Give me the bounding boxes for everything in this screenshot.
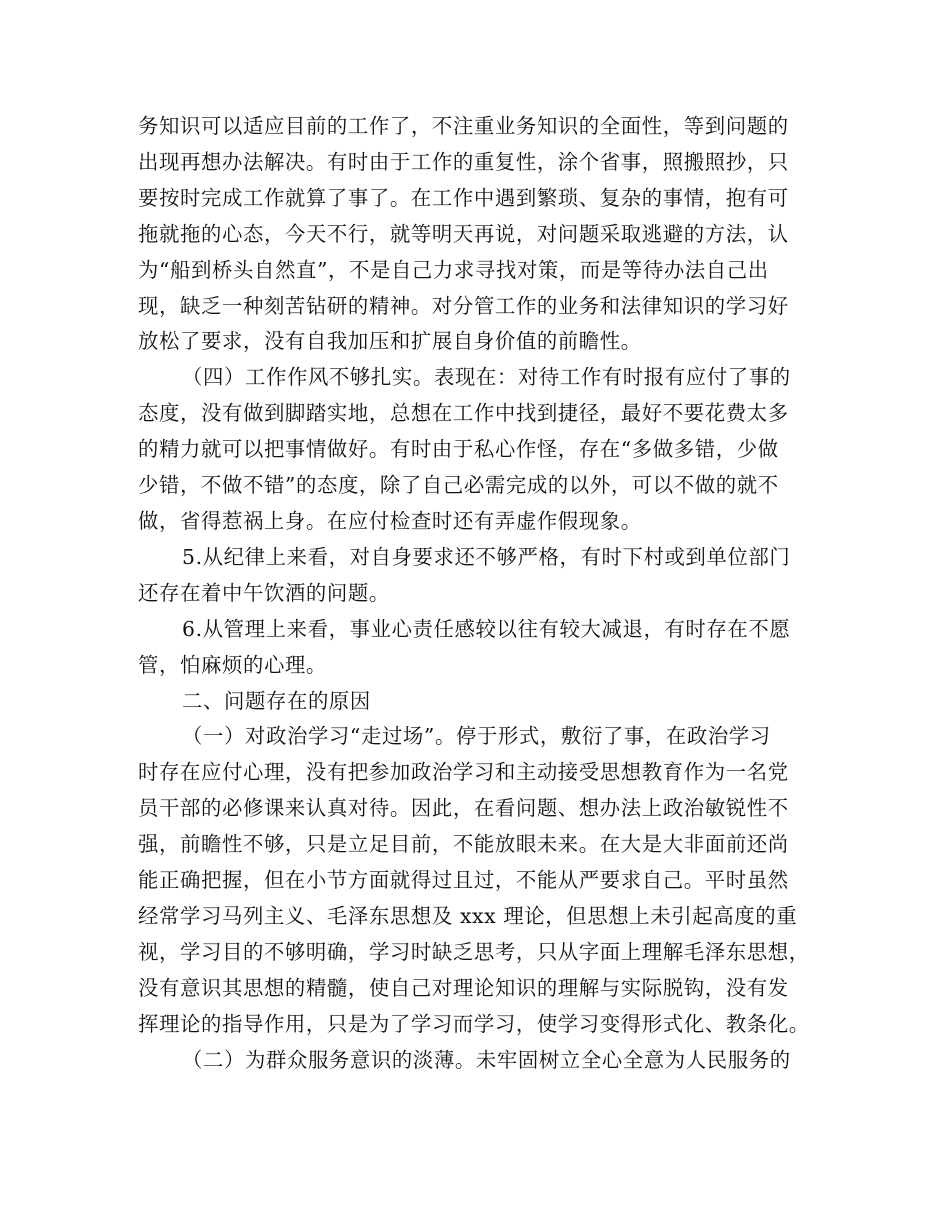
text-line: 要按时完成工作就算了事了。在工作中遇到繁琐、复杂的事情，抱有可: [138, 185, 789, 210]
text-line: 挥理论的指导作用，只是为了学习而学习，使学习变得形式化、教条化。: [138, 1011, 810, 1036]
text-line: 还存在着中午饮酒的问题。: [138, 580, 390, 605]
text-line: 出现再想办法解决。有时由于工作的重复性，涂个省事，照搬照抄，只: [138, 149, 789, 174]
text-line: （二）为群众服务意识的淡薄。未牢固树立全心全意为人民服务的: [182, 1047, 791, 1072]
text-line: 经常学习马列主义、毛泽东思想及 xxx 理论，但思想上未引起高度的重: [138, 903, 798, 928]
text-line: 视，学习目的不够明确，学习时缺乏思考，只从字面上理解毛泽东思想，: [138, 939, 810, 964]
text-line: 5.从纪律上来看，对自身要求还不够严格，有时下村或到单位部门: [182, 544, 791, 569]
text-line: 能正确把握，但在小节方面就得过且过，不能从严要求自己。平时虽然: [138, 868, 789, 893]
text-line: 强，前瞻性不够，只是立足目前，不能放眼未来。在大是大非面前还尚: [138, 832, 789, 857]
text-line: 的精力就可以把事情做好。有时由于私心作怪，存在“多做多错，少做: [138, 437, 779, 462]
text-line: 二、问题存在的原因: [182, 688, 371, 713]
text-line: （四）工作作风不够扎实。表现在：对待工作有时报有应付了事的: [182, 365, 791, 390]
text-line: 为“船到桥头自然直”，不是自己力求寻找对策，而是等待办法自己出: [138, 257, 769, 282]
text-line: 管，怕麻烦的心理。: [138, 652, 327, 677]
text-line: 6.从管理上来看，事业心责任感较以往有较大减退，有时存在不愿: [182, 616, 791, 641]
text-line: （一）对政治学习“走过场”。停于形式，敷衍了事，在政治学习: [182, 724, 771, 749]
document-body: [138, 109, 818, 1078]
text-line: 务知识可以适应目前的工作了，不注重业务知识的全面性，等到问题的: [138, 114, 789, 138]
text-line: 态度，没有做到脚踏实地，总想在工作中找到捷径，最好不要花费太多: [138, 401, 789, 426]
text-line: 放松了要求，没有自我加压和扩展自身价值的前瞻性。: [138, 329, 642, 354]
text-line: 员干部的必修课来认真对待。因此，在看问题、想办法上政治敏锐性不: [138, 796, 789, 821]
text-line: 现，缺乏一种刻苦钻研的精神。对分管工作的业务和法律知识的学习好: [138, 293, 789, 318]
text-line: 时存在应付心理，没有把参加政治学习和主动接受思想教育作为一名党: [138, 760, 789, 785]
text-line: 少错，不做不错”的态度，除了自己必需完成的以外，可以不做的就不: [138, 473, 779, 498]
text-line: 没有意识其思想的精髓，使自己对理论知识的理解与实际脱钩，没有发: [138, 975, 789, 1000]
text-line: 拖就拖的心态，今天不行，就等明天再说，对问题采取逃避的方法，认: [138, 221, 789, 246]
text-line: 做，省得惹祸上身。在应付检查时还有弄虚作假现象。: [138, 508, 642, 533]
